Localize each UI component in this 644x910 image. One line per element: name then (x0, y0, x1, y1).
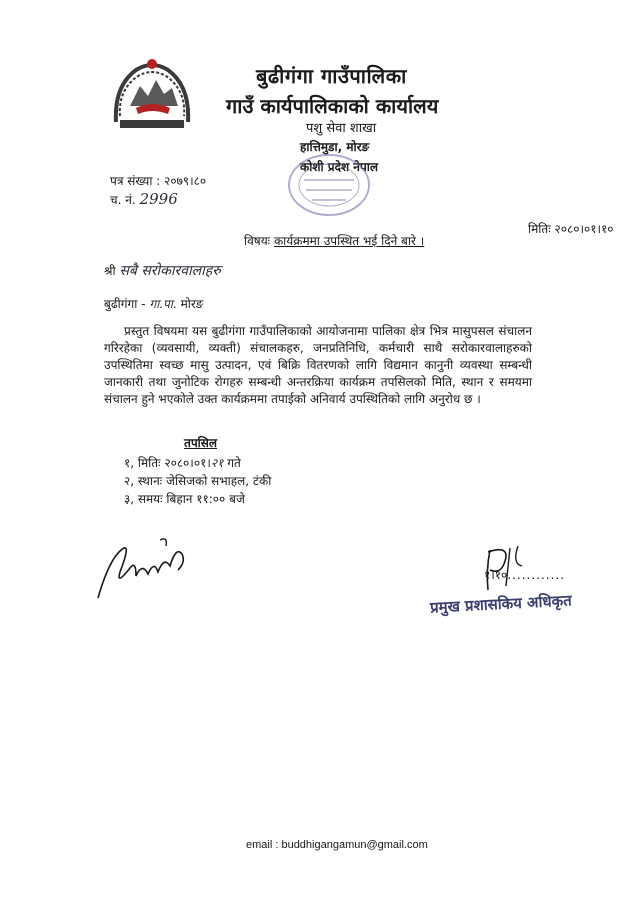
signature-date: १।१०............ (484, 568, 566, 582)
schedule-item-suffix: गते (223, 456, 241, 470)
schedule-item-hand: २१ (210, 456, 224, 470)
footer-email: email : buddhigangamun@gmail.com (246, 839, 428, 851)
schedule-item-date (124, 454, 241, 471)
recipient-prefix: श्री (104, 264, 116, 278)
date-label: मितिः (528, 222, 551, 236)
schedule-item-venue: २, स्थानः जेसिजको सभाहल, टंकी (124, 474, 272, 488)
schedule-item-time: ३, समयः बिहान ११:०० बजे (124, 492, 245, 506)
recipient-name: सबै सरोकारवालाहरु (119, 263, 221, 279)
left-signature-icon (90, 526, 200, 606)
letter-date (528, 220, 614, 237)
date-value: २०८०।०१।१० (554, 222, 614, 236)
letter-number (110, 172, 206, 189)
signature-date-value: १।१० (484, 568, 508, 582)
recipient-line (104, 261, 221, 280)
schedule-item-label: १, मितिः २०८०।०१। (124, 456, 211, 470)
recipient-address (104, 295, 203, 312)
schedule-heading: तपसिल (184, 436, 218, 450)
address-handwritten: गा.पा. (149, 297, 177, 311)
dispatch-number-value: 2996 (139, 190, 178, 208)
municipality-name: बुढीगंगा गाउँपालिका (256, 64, 407, 88)
address-prefix: बुढीगंगा - (104, 297, 146, 311)
office-location: हात्तिमुडा, मोरङ (300, 140, 370, 154)
dispatch-number-label: च. नं. (110, 193, 136, 207)
subject-value: कार्यक्रममा उपस्थित भई दिने बारे । (273, 234, 425, 248)
address-suffix: मोरङ (180, 297, 204, 311)
dispatch-number (110, 190, 178, 208)
letter-subject (244, 232, 424, 249)
subject-label: विषयः (244, 234, 271, 248)
nepal-emblem-icon (106, 56, 198, 134)
officer-stamp-text: प्रमुख प्रशासकिय अधिकृत (429, 591, 573, 617)
section-name: पशु सेवा शाखा (306, 121, 377, 136)
office-province: कोशी प्रदेश नेपाल (300, 160, 379, 174)
letter-number-label: पत्र संख्या : (110, 174, 161, 188)
letter-number-value: २०७९।८० (164, 174, 207, 188)
letter-body: प्रस्तुत विषयमा यस बुढीगंगा गाउँपालिकाको आयोजनामा पालिका क्षेत्र भित्र मासुपसल संचालन गरिरहेका (व्यवसायी, व्यक्ती) संचालकहरु, जनप्रतिनिधि, कर्मचारी साथै सरोकारवालाहरुको उपस्थितिमा स्वच्छ मासु उत्पादन, एवं बिक्रि वितरणको लागि विद्यमान कानुनी व्यवस्था सम्बन्धी जानकारी तथा जुनोटिक रोगहरु सम्बन्धी अन्तरक्रिया कार्यक्रम तपसिलको मिति, स्थान र समयमा संचालन हुने भएकोले उक्त कार्यक्रममा तपाईको अनिवार्य उपस्थितिको लागि अनुरोध छ । (104, 324, 532, 406)
office-name: गाउँ कार्यपालिकाको कार्यालय (226, 94, 439, 118)
office-stamp-icon (284, 150, 374, 220)
